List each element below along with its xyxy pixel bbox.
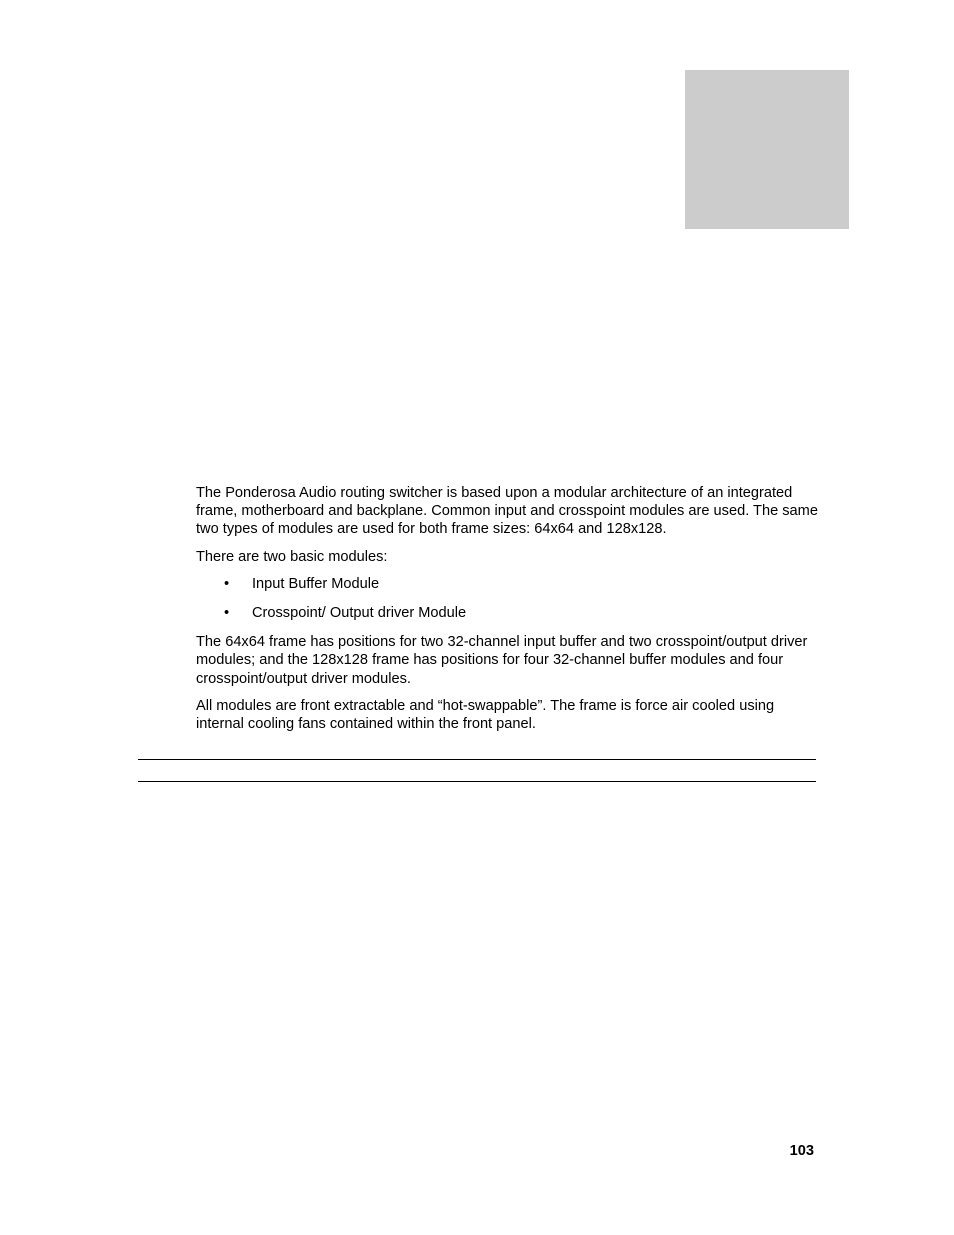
page-number: 103	[789, 1143, 814, 1159]
module-list	[196, 575, 818, 622]
list-item-label: Crosspoint/ Output driver Module	[252, 605, 467, 622]
list-item	[196, 604, 818, 622]
frame-positions-paragraph: The 64x64 frame has positions for two 32-channel input buffer and two crosspoint/output driver modules; and the 128x128 frame has positions for four 32-channel buffer modules and four crosspoint/output driver modules.	[196, 634, 808, 687]
body-text	[196, 484, 818, 742]
divider-rule-top	[138, 759, 816, 760]
intro-paragraph: The Ponderosa Audio routing switcher is based upon a modular architecture of an integrated frame, motherboard and backplane. Common input and crosspoint modules are used. The same two types of modules are used for both frame sizes: 64x64 and 128x128.	[196, 485, 818, 538]
chapter-tab-block	[685, 70, 849, 229]
modules-lead-paragraph: There are two basic modules:	[196, 548, 388, 565]
divider-rule-bottom	[138, 781, 816, 782]
bullet-icon: •	[224, 605, 230, 622]
list-item	[196, 575, 818, 593]
bullet-icon: •	[224, 575, 230, 592]
list-item-label: Input Buffer Module	[252, 575, 380, 592]
hot-swap-paragraph: All modules are front extractable and “hot-swappable”. The frame is force air cooled using internal cooling fans contained within the front panel.	[196, 697, 775, 733]
